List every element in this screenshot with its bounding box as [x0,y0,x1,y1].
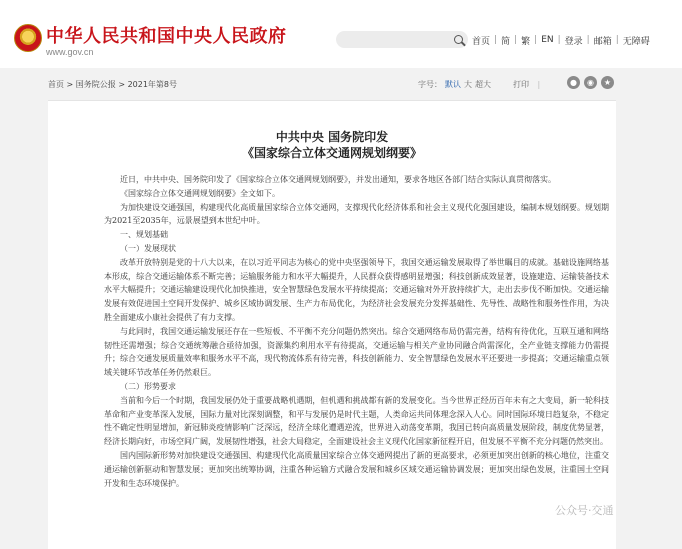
nav-divider: | [514,35,518,45]
paragraph: 《国家综合立体交通网规划纲要》全文如下。 [120,188,280,198]
favorite-star-icon[interactable]: ★ [601,76,614,89]
nav-divider: | [586,35,590,45]
site-title[interactable]: 中华人民共和国中央人民政府 [46,26,287,47]
paragraph: 国内国际新形势对加快建设交通强国、构建现代化高质量国家综合立体交通网提出了新的更高要求，必须更加突出创新的核心地位，注重交通运输创新驱动和智慧发展；更加突出统筹协调，注重各种运输方式融合发展和城乡区域交通运输协调发展；更加突出绿色发展，注重国土空间开发和生态环境保护。 [104,450,609,488]
article-title-line1: 中共中央 国务院印发 [275,130,389,144]
nav-home[interactable]: 首页 [472,36,491,47]
font-size-xlarge[interactable]: 超大 [475,80,491,89]
font-size-default[interactable]: 默认 [445,80,461,89]
search-icon[interactable] [454,35,463,44]
nav-login[interactable]: 登录 [564,36,583,47]
font-size-large[interactable]: 大 [464,80,472,89]
nav-traditional[interactable]: 繁 [521,36,531,47]
top-nav [472,33,650,47]
search-input[interactable] [336,31,468,48]
paragraph: 与此同时，我国交通运输发展还存在一些短板、不平衡不充分问题仍然突出。综合交通网络布局仍需完善，结构有待优化，互联互通和网络韧性还需增强；综合交通统筹融合亟待加强，资源集约利用水平有待提高，交通运输与相关产业协同融合尚需深化，全产业链支撑能力仍需提升；综合交通发展质量效率和服务水平不高，现代物流体系有待完善，科技创新能力、安全智慧绿色发展水平还要进一步提高；交通运输重点领域关键环节改革任务仍然艰巨。 [104,326,609,378]
subsection-heading: （二）形势要求 [120,381,176,391]
section-heading: 一、规划基础 [120,230,168,240]
paragraph: 近日，中共中央、国务院印发了《国家综合立体交通网规划纲要》，并发出通知，要求各地区各部门结合实际认真贯彻落实。 [120,175,556,184]
article-panel [48,100,616,549]
breadcrumb-bar [48,76,612,92]
font-size-control [418,79,491,90]
nav-accessibility[interactable]: 无障碍 [622,36,650,47]
nav-divider: | [615,35,619,45]
weibo-share-icon[interactable]: ◉ [584,76,597,89]
article-body [104,173,609,490]
breadcrumb[interactable]: 首页 > 国务院公报 > 2021年第8号 [48,80,178,89]
font-size-label: 字号： [418,80,442,89]
paragraph: 为加快建设交通强国，构建现代化高质量国家综合立体交通网，支撑现代化经济体系和社会主义现代化强国建设，编制本规划纲要。规划期为2021至2035年，远景展望到本世纪中叶。 [104,202,609,226]
nav-divider: | [534,35,538,45]
site-url[interactable]: www.gov.cn [46,47,94,57]
nav-mail[interactable]: 邮箱 [593,36,612,47]
print-button[interactable]: 打印 [513,80,529,89]
wechat-share-icon[interactable]: ● [567,76,580,89]
nav-simplified[interactable]: 简 [501,36,511,47]
nav-divider: | [557,35,561,45]
print-divider: | [537,80,541,89]
article-title-line2: 《国家综合立体交通网规划纲要》 [241,146,422,160]
paragraph: 当前和今后一个时期，我国发展仍处于重要战略机遇期，但机遇和挑战都有新的发展变化。当今世界正经历百年未有之大变局，新一轮科技革命和产业变革深入发展，国际力量对比深刻调整，和平与发展仍是时代主题，人类命运共同体理念深入人心。同时国际环境日趋复杂，不稳定性不确定性明显增加，新冠肺炎疫情影响广泛深远，经济全球化遭遇逆流，世界进入动荡变革期，我国已转向高质量发展阶段，制度优势显著，经济长期向好，市场空间广阔，发展韧性增强，社会大局稳定，全面建设社会主义现代化国家新征程开启，但发展不平衡不充分问题仍然突出。 [104,395,609,447]
site-header [0,0,682,68]
print-area [513,79,540,90]
nav-divider: | [494,35,498,45]
national-emblem-icon[interactable] [14,24,42,52]
nav-english[interactable]: EN [541,35,554,45]
watermark: 公众号·交通 [555,504,614,517]
subsection-heading: （一）发展现状 [120,243,176,253]
paragraph: 改革开放特别是党的十八大以来，在以习近平同志为核心的党中央坚强领导下，我国交通运输发展取得了举世瞩目的成就。基础设施网络基本形成，综合交通运输体系不断完善；运输服务能力和水平大幅提升，人民群众获得感明显增强；科技创新成效显著，设施建造、运输装备技术水平大幅提升；交通运输建设现代化加快推进，安全智慧绿色发展水平持续提高；交通运输对外开放持续扩大，走出去步伐不断加快。交通运输发展有效促进国土空间开发保护、城乡区域协调发展、生产力布局优化，为经济社会发展充分发挥基础性、先导性、战略性和服务性作用，为决胜全面建成小康社会提供了有力支撑。 [104,257,609,322]
